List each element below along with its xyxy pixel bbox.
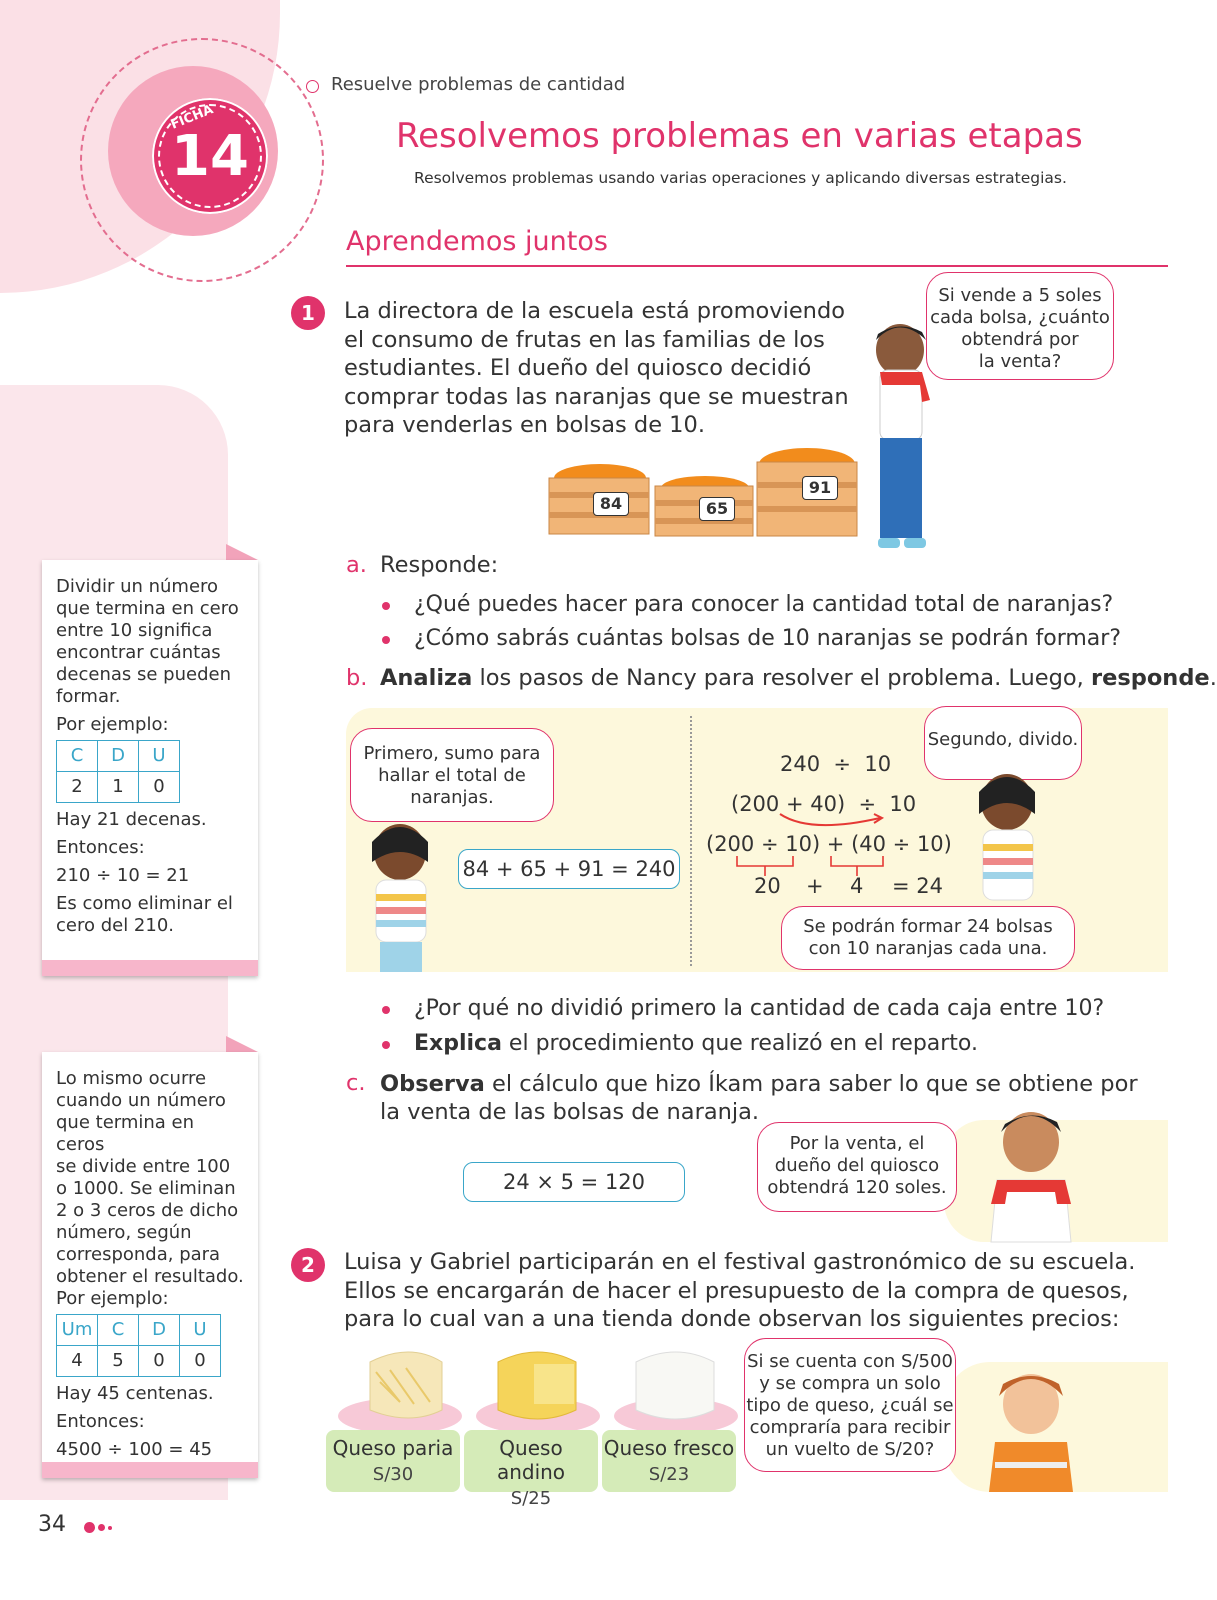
problem2-text: Luisa y Gabriel participarán en el festival gastronómico de su escuela. Ellos se encargarán de hacer el presupuesto de la compra de quesos, para lo cual van a una tienda donde observan los siguientes precios: (344, 1249, 1136, 1332)
part-a-heading: Responde: (380, 552, 499, 578)
part-c-letter: c. (346, 1070, 366, 1096)
page-subtitle: Resolvemos problemas usando varias operaciones y aplicando diversas estrategias. (414, 169, 1067, 187)
part-a-bullet-1: ¿Qué puedes hacer para conocer la cantidad total de naranjas? (414, 592, 1114, 617)
place-value-table-1: C D U 2 1 0 (56, 740, 180, 803)
section-underline (346, 265, 1168, 267)
division-result-20: 20 (754, 874, 781, 898)
division-result-4: 4 (850, 874, 864, 898)
nancy-girl-left (330, 812, 460, 972)
boy-illustration (850, 310, 980, 560)
nancy-bubble-sum: Primero, sumo para hallar el total de naranjas. (350, 728, 554, 822)
sidebox2-tab (226, 1036, 258, 1052)
ficha-label: FICHA (168, 102, 216, 133)
part-b-bullet-2: Explica el procedimiento que realizó en el reparto. (414, 1031, 978, 1056)
result-bubble: Se podrán formar 24 bolsas con 10 naranjas cada una. (781, 906, 1075, 970)
cheese-fresco-illustration (606, 1338, 746, 1438)
page-title: Resolvemos problemas en varias etapas (396, 116, 1083, 156)
ficha-badge (152, 98, 268, 214)
ficha-number: 14 (171, 124, 249, 189)
part-b-letter: b. (346, 665, 368, 691)
page-dots-icon (84, 1522, 124, 1534)
division-step-1: 240 ÷ 10 (780, 752, 892, 776)
sum-equation: 84 + 65 + 91 = 240 (458, 849, 680, 889)
sidebox1-wave-border (42, 960, 258, 976)
division-total: = 24 (892, 874, 943, 898)
division-step-2: (200 + 40) ÷ 10 (731, 792, 917, 816)
page-number: 34 (38, 1512, 66, 1537)
cheese-tag-andino: Queso andino S/25 (464, 1430, 598, 1492)
part-a-letter: a. (346, 552, 367, 578)
crate-label-3: 91 (802, 476, 838, 500)
part-b-bullet-1: ¿Por qué no dividió primero la cantidad de cada caja entre 10? (414, 996, 1105, 1021)
boy-question-bubble: Si vende a 5 soles cada bolsa, ¿cuánto obtendrá por la venta? (926, 272, 1114, 380)
place-value-table-2: Um C D U 4 5 0 0 (56, 1314, 221, 1377)
problem-number-badge-2: 2 (291, 1248, 325, 1282)
nancy-bubble-divide: Segundo, divido. (924, 706, 1082, 780)
gabriel-boy (975, 1362, 1085, 1492)
crate-label-1: 84 (593, 492, 629, 516)
part-a-bullet-2: ¿Cómo sabrás cuántas bolsas de 10 naranjas se podrán formar? (414, 626, 1121, 651)
panel-divider (690, 716, 692, 966)
part-c-text: Observa el cálculo que hizo Íkam para saber lo que se obtiene por la venta de las bolsas de naranja. (380, 1071, 1138, 1125)
gabriel-bubble: Si se cuenta con S/500 y se compra un solo tipo de queso, ¿cuál se compraría para recibir un vuelto de S/20? (744, 1338, 956, 1472)
section-title: Aprendemos juntos (346, 226, 608, 257)
problem-number-badge: 1 (291, 296, 325, 330)
sidebox2-wave-border (42, 1462, 258, 1478)
ikam-bubble: Por la venta, el dueño del quiosco obtendrá 120 soles. (757, 1122, 957, 1212)
competency-label: Resuelve problemas de cantidad (331, 74, 626, 95)
competency-dot-icon (306, 80, 319, 93)
cheese-andino-illustration (468, 1338, 608, 1438)
nancy-girl-right (955, 762, 1065, 912)
part-b-instruction: Analiza los pasos de Nancy para resolver el problema. Luego, responde. (380, 665, 1217, 691)
problem1-text: La directora de la escuela está promoviendo el consumo de frutas en las familias de los estudiantes. El dueño del quiosco decidió comprar todas las naranjas que se muestran para venderlas en bolsas de 10. (344, 298, 849, 438)
cheese-paria-illustration (330, 1342, 470, 1438)
cheese-tag-fresco: Queso fresco S/23 (602, 1430, 736, 1492)
sidebox-division-by-100: Lo mismo ocurre cuando un número que termina en ceros se divide entre 100 o 1000. Se eliminan 2 o 3 ceros de dicho número, según corresponda, para obtener el resultado. Por ejemplo: Um C D U 4 5 0 0 Hay 45 centenas. Entonces: 4500 ÷ 100 = 45 (42, 1052, 258, 1478)
sidebox-division-by-10: Dividir un número que termina en cero entre 10 significa encontrar cuántas decenas se pueden formar. Por ejemplo: C D U 2 1 0 Hay 21 decenas. Entonces: 210 ÷ 10 = 21 Es como eliminar el cero del 210. (42, 560, 258, 976)
division-step-3: (200 ÷ 10) + (40 ÷ 10) (706, 832, 952, 856)
crate-label-2: 65 (699, 497, 735, 521)
sidebox1-tab (226, 544, 258, 560)
ikam-boy (975, 1100, 1085, 1242)
division-plus: + (806, 874, 824, 898)
sales-equation: 24 × 5 = 120 (463, 1162, 685, 1202)
cheese-tag-paria: Queso paria S/30 (326, 1430, 460, 1492)
